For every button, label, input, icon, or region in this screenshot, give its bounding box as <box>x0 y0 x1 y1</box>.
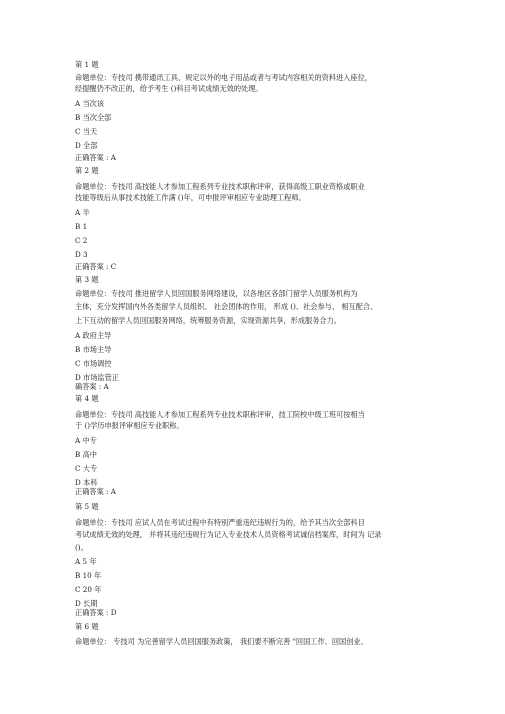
question-5-option-c: C 20 年 <box>75 585 102 594</box>
question-3-option-b: B 市场主导 <box>75 345 112 354</box>
question-1-header: 第 1 题 <box>75 60 99 69</box>
question-4-option-d: D 本科 <box>75 478 98 487</box>
question-5-option-d: D 长期 <box>75 599 98 608</box>
question-6-header: 第 6 题 <box>75 622 99 631</box>
question-2-header: 第 2 题 <box>75 166 99 175</box>
question-1-answer: 正确答案 : A <box>75 153 116 162</box>
question-4-option-b: B 高中 <box>75 450 97 459</box>
question-2-option-a: A 半 <box>75 208 90 217</box>
question-3-option-d: D 市场监管正 <box>75 373 119 382</box>
question-5-stem-line-1: 命题单位：专技司 应试人员在考试过程中有特别严重违纪违规行为的，给予其当次全部科目 <box>75 518 365 527</box>
question-1-option-b: B 当次全部 <box>75 113 112 122</box>
question-2-option-c: C 2 <box>75 236 88 245</box>
question-1-stem-line-2: 经提醒仍不改正的，给予考生 ()科目考试成绩无效的处理。 <box>75 84 263 93</box>
question-5-header: 第 5 题 <box>75 502 99 511</box>
question-2-option-d: D 3 <box>75 250 88 259</box>
question-2-stem-line-1: 命题单位：专技司 高技能人才参加工程系列专业技术职称评审，获得高级工职业资格或职业 <box>75 182 365 191</box>
question-5-answer: 正确答案 : D <box>75 608 117 617</box>
question-3-stem-line-2: 主体，充分发挥国内外各类留学人员组织、 社会团体的作用， 形成 ()、社会参与、 相互配合、 <box>75 302 378 311</box>
question-3-answer: 确答案 : A <box>75 382 109 391</box>
question-4-header: 第 4 题 <box>75 394 99 403</box>
question-1-stem-line-1: 命题单位：专技司 携带通讯工具、规定以外的电子用品或者与考试内容相关的资料进入座位， <box>75 73 372 82</box>
question-4-stem-line-1: 命题单位：专技司 高技能人才参加工程系列专业技术职称评审，技工院校中级工班可按相当 <box>75 410 365 419</box>
question-3-option-c: C 市场调控 <box>75 359 112 368</box>
question-5-stem-line-2: 考试成绩无效的处理， 并将其违纪违规行为记入专业技术人员资格考试诚信档案库，时间为 记录 <box>75 530 382 539</box>
question-5-option-b: B 10 年 <box>75 571 102 580</box>
question-3-option-a: A 政府主导 <box>75 331 112 340</box>
question-3-header: 第 3 题 <box>75 275 99 284</box>
question-4-option-a: A 中专 <box>75 436 97 445</box>
question-1-option-a: A 当次该 <box>75 99 105 108</box>
question-4-option-c: C 大专 <box>75 464 98 473</box>
question-4-answer: 正确答案 : A <box>75 487 116 496</box>
question-1-option-d: D 全部 <box>75 141 98 150</box>
question-6-stem-line-1: 命题单位： 专技司 为完善留学人员回国服务政策， 我们要不断完善 "回国工作、回国创业、 <box>75 637 368 646</box>
question-5-option-a: A 5 年 <box>75 557 97 566</box>
question-2-answer: 正确答案 : C <box>75 262 117 271</box>
question-5-stem-line-3: ()。 <box>75 543 88 552</box>
question-3-stem-line-1: 命题单位：专技司 推进留学人员回国服务网络建设，以各地区各部门留学人员服务机构为 <box>75 289 358 298</box>
question-2-stem-line-2: 技能等级后从事技术技能工作满 ()年，可申报评审相应专业助理工程师。 <box>75 193 306 202</box>
question-1-option-c: C 当天 <box>75 127 98 136</box>
question-2-option-b: B 1 <box>75 222 88 231</box>
question-4-stem-line-2: 于 ()学历申报评审相应专业职称。 <box>75 421 184 430</box>
question-3-stem-line-3: 上下互动的留学人员回国服务网络，统筹服务资源，实现资源共享，形成服务合力。 <box>75 316 341 325</box>
